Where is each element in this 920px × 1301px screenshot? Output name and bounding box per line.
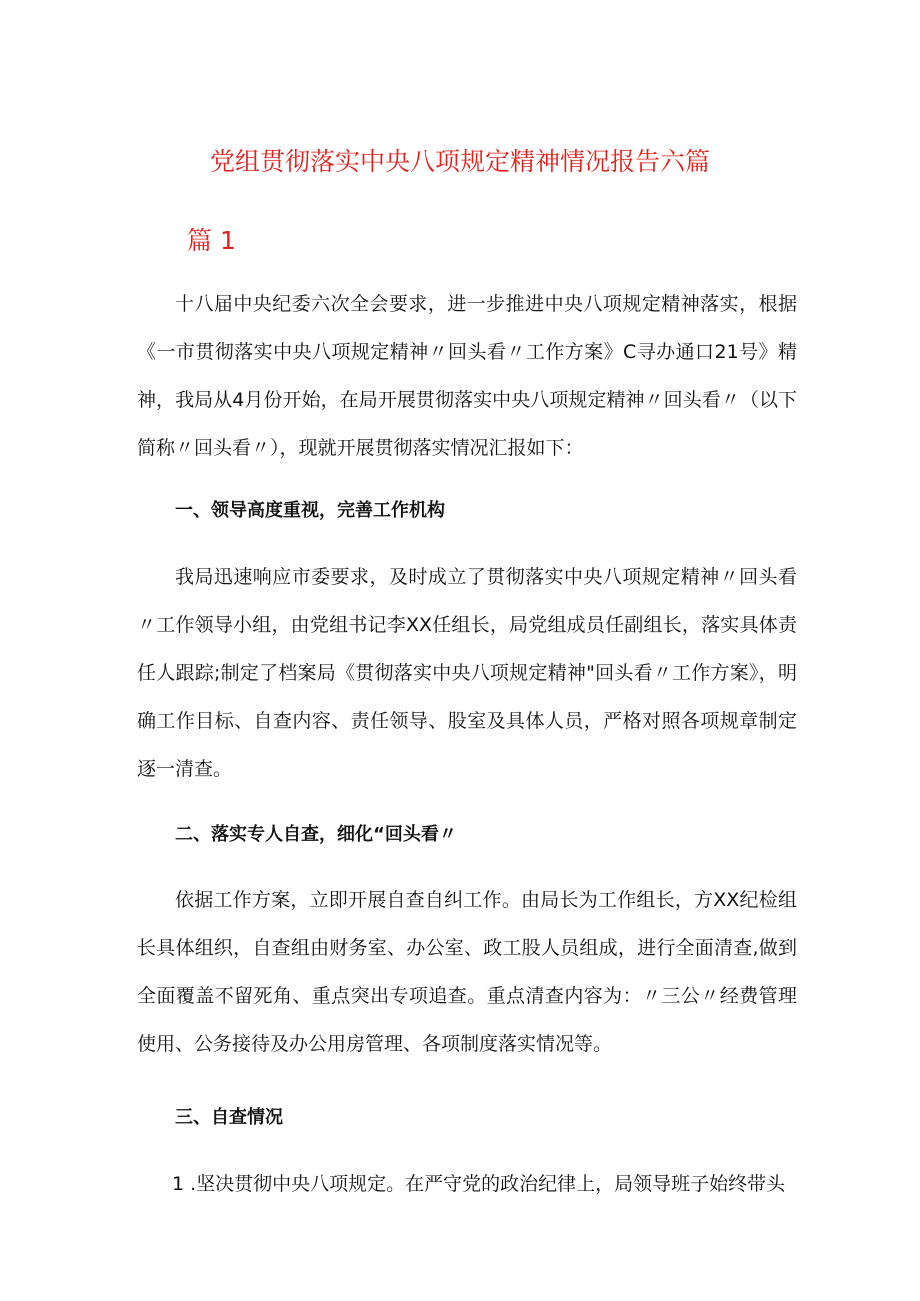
section-heading-3: 三、自查情况: [175, 1107, 283, 1128]
section-heading-2: 二、落实专人自查，细化“回头看〃: [175, 824, 457, 845]
section-heading-1: 一、领导高度重视，完善工作机构: [175, 500, 445, 521]
section-body-3: 1 .坚决贯彻中央八项规定。在严守党的政治纪律上，局领导班子始终带头: [172, 1173, 786, 1195]
document-title: 党组贯彻落实中央八项规定精神情况报告六篇: [209, 147, 710, 176]
section-body-2: 依据工作方案，立即开展自查自纠工作。由局长为工作组长，方XX纪检组长具体组织，自查组由财务室、办公室、政工股人员组成，进行全面清查,做到全面覆盖不留死角、重点突出专项追查。重点清查内容为：〃三公〃经费管理使用、公务接待及办公用房管理、各项制度落实情况等。: [137, 889, 797, 1055]
section-body-1: 我局迅速响应市委要求，及时成立了贯彻落实中央八项规定精神〃回头看〃工作领导小组，由党组书记李XX任组长，局党组成员任副组长，落实具体责任人跟踪;制定了档案局《贯彻落实中央八项规定精神"回头看〃工作方案》，明确工作目标、自查内容、责任领导、股室及具体人员，严格对照各项规章制定逐一清查。: [137, 566, 797, 780]
chapter-label: 篇 1: [187, 226, 236, 255]
intro-paragraph: 十八届中央纪委六次全会要求，进一步推进中央八项规定精神落实，根据《一市贯彻落实中央八项规定精神〃回头看〃工作方案》C寻办通口21号》精神，我局从4月份开始，在局开展贯彻落实中央八项规定精神〃回头看〃（以下简称〃回头看〃），现就开展贯彻落实情况汇报如下：: [137, 293, 797, 459]
